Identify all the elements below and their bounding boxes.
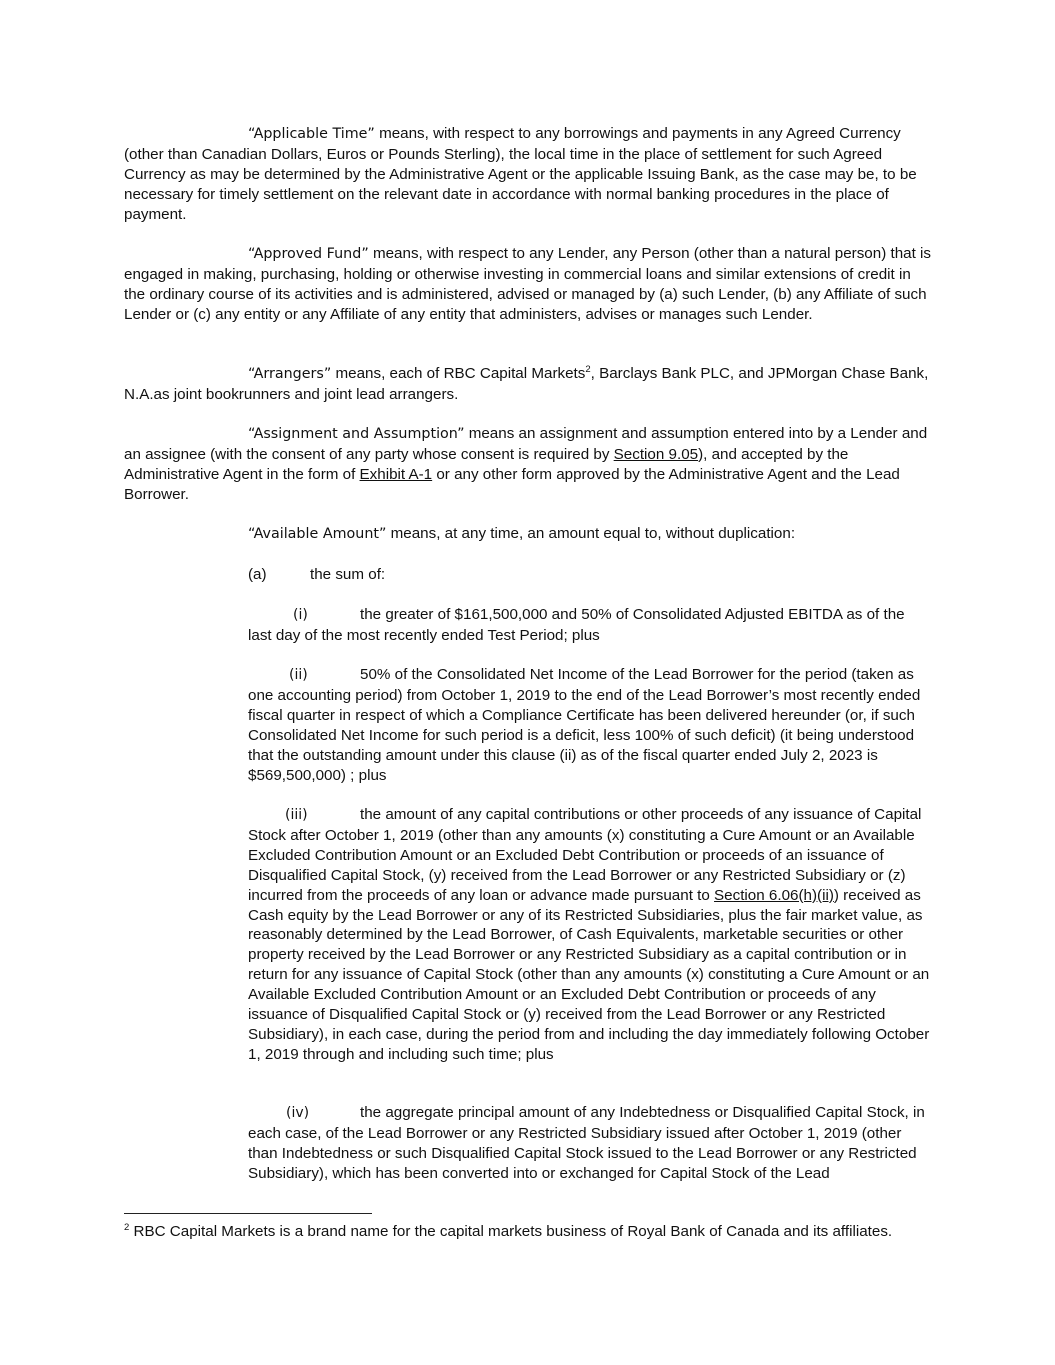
subclause-label: (ii) [289,667,308,683]
section-reference-link[interactable]: Section 9.05 [613,445,699,463]
subclause-text: 50% of the Consolidated Net Income of the Lead Borrower for the period (taken as one accounting period) from October 1, 2019 to the end of the Lead Borrower’s most recently ended fiscal quarter in respect of which a Compliance Certificate has been delivered hereunder (or, if such Consolidated Net Income for such period is a deficit, less 100% of such deficit) (it being understood that the outstanding amount under this clause (ii) as of the fiscal quarter ended July 2, 2023 is $569,500,000) ; plus [248,666,921,784]
subclause-i [248,605,932,646]
definition-approved-fund [124,244,932,325]
exhibit-reference-link[interactable]: Exhibit A-1 [359,465,433,483]
defined-term: “Applicable Time” [248,126,375,142]
subclause-label: (iii) [285,807,308,823]
clause-label: (a) [248,566,267,583]
defined-term: “Available Amount” [248,526,387,542]
footnote [124,1222,932,1242]
definition-assignment-and-assumption [124,424,932,505]
clause-text: the sum of: [310,566,386,583]
definition-arrangers [124,364,932,405]
definition-text: means, each of RBC Capital Markets [331,365,586,382]
subclause-label: (i) [293,607,308,623]
subclause-text: ) received as Cash equity by the Lead Borrower or any of its Restricted Subsidiaries, plus the fair market value, as reasonably determined by the Lead Borrower, of Cash Equivalents, marketable securities or other property received by the Lead Borrower or any Restricted Subsidiary as a capital contribution or in return for any issuance of Capital Stock (other than any amounts (x) constituting a Cure Amount or an Available Excluded Contribution Amount or an Excluded Debt Contribution or proceeds of any issuance of Disqualified Capital Stock or (y) received from the Lead Borrower or any Restricted Subsidiary), in each case, during the period from and including the day immediately following October 1, 2019 through and including such time; plus [248,886,930,1063]
defined-term: “Assignment and Assumption” [248,426,465,442]
section-reference-link[interactable]: Section 6.06(h)(ii) [714,886,834,904]
definition-text: means, with respect to any borrowings and payments in any Agreed Currency (other than Canadian Dollars, Euros or Pounds Sterling), the local time in the place of settlement for such Agreed Currency as may be determined by the Administrative Agent or the applicable Issuing Bank, as the case may be, to be necessary for timely settlement on the relevant date in accordance with normal banking procedures in the place of payment. [124,125,917,223]
definition-text: means, at any time, an amount equal to, without duplication: [386,525,796,542]
subclause-text: the aggregate principal amount of any Indebtedness or Disqualified Capital Stock, in each case, of the Lead Borrower or any Restricted Subsidiary issued after October 1, 2019 (other than Indebtedness or such Disqualified Capital Stock issued to the Lead Borrower or any Restricted Subsidiary), which has been converted into or exchanged for Capital Stock of the Lead [248,1104,925,1182]
subclause-label: (iv) [286,1105,310,1121]
subclause-iv [248,1103,932,1184]
definition-text: , Barclays Bank PLC, and JPMorgan Chase Bank, N.A.as joint bookrunners and joint lead arrangers. [124,365,929,403]
definition-available-amount [124,524,932,545]
footnote-separator [124,1213,372,1214]
footnote-reference[interactable]: 2 [585,363,591,375]
definition-text: ), and accepted by the Administrative Agent in the form of [124,445,849,483]
definition-text: means, with respect to any Lender, any Person (other than a natural person) that is engaged in making, purchasing, holding or otherwise investing in commercial loans and similar extensions of credit in the ordinary course of its activities and is administered, advised or managed by (a) such Lender, (b) any Affiliate of such Lender or (c) any entity or any Affiliate of any entity that administers, advises or manages such Lender. [124,245,931,323]
subclause-ii [248,665,932,785]
footnote-number: 2 [124,1221,130,1233]
defined-term: “Arrangers” [248,366,332,382]
defined-term: “Approved Fund” [248,246,369,262]
footnote-text: RBC Capital Markets is a brand name for the capital markets business of Royal Bank of Canada and its affiliates. [129,1223,893,1240]
subclause-text: the greater of $161,500,000 and 50% of Consolidated Adjusted EBITDA as of the last day of the most recently ended Test Period; plus [248,606,905,644]
clause-a [248,565,932,585]
subclause-text: the amount of any capital contributions or other proceeds of any issuance of Capital Stock after October 1, 2019 (other than any amounts (x) constituting a Cure Amount or an Available Excluded Contribution Amount or an Excluded Debt Contribution or proceeds of an issuance of Disqualified Capital Stock, (y) received from the Lead Borrower or any Restricted Subsidiary or (z) incurred from the proceeds of any loan or advance made pursuant to [248,806,922,904]
definition-applicable-time [124,124,932,225]
definition-text: means an assignment and assumption entered into by a Lender and an assignee (with the consent of any party whose consent is required by [124,425,928,463]
definition-text: or any other form approved by the Administrative Agent and the Lead Borrower. [124,465,900,503]
subclause-iii [248,805,932,1065]
